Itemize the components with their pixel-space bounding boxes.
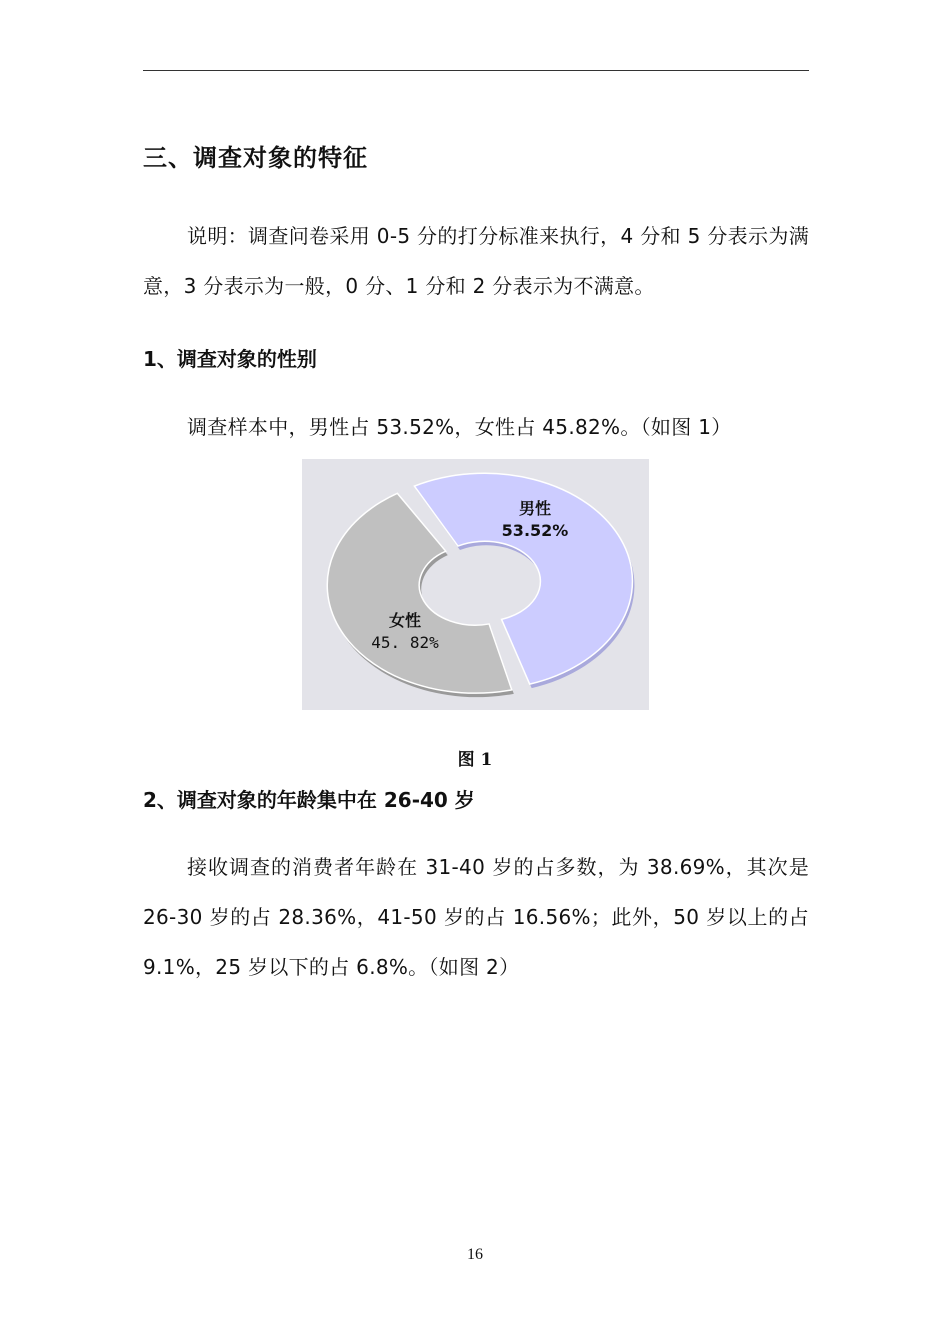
header-rule (143, 70, 809, 71)
slice-category-label: 男性 (518, 499, 552, 518)
gender-heading: 1、调查对象的性别 (143, 347, 317, 371)
donut-svg (302, 459, 649, 710)
age-heading: 2、调查对象的年龄集中在 26-40 岁 (143, 788, 475, 812)
page-number: 16 (467, 1246, 483, 1263)
slice-value-label: 45. 82% (371, 633, 439, 652)
age-paragraph: 接收调查的消费者年龄在 31-40 岁的占多数，为 38.69%，其次是 26-30 岁的占 28.36%，41-50 岁的占 16.56%；此外，50 岁以上的占 9.1%，25 岁以下的占 6.8%。（如图 2） (143, 855, 809, 979)
gender-paragraph: 调查样本中，男性占 53.52%，女性占 45.82%。（如图 1） (187, 415, 732, 439)
section-title: 三、调查对象的特征 (143, 144, 368, 172)
figure-caption: 图 1 (457, 750, 493, 770)
slice-category-label: 女性 (388, 611, 422, 630)
slice-value-label: 53.52% (501, 521, 569, 540)
intro-paragraph: 说明：调查问卷采用 0-5 分的打分标准来执行，4 分和 5 分表示为满意，3 分表示为一般，0 分、1 分和 2 分表示为不满意。 (143, 224, 809, 298)
gender-donut-chart (302, 459, 649, 710)
